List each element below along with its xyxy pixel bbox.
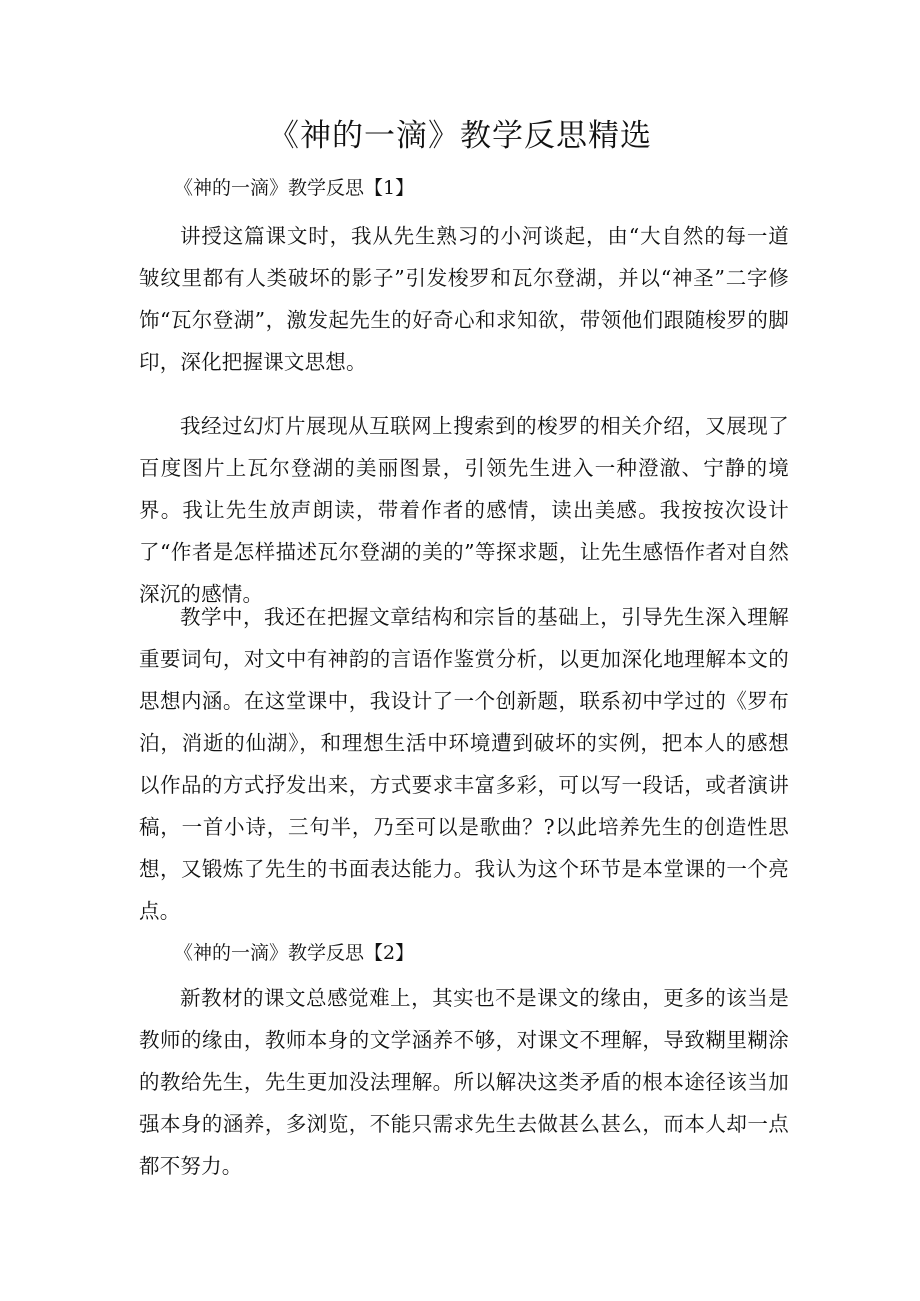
section-1-paragraph-1: 讲授这篇课文时，我从先生熟习的小河谈起，由“大自然的每一道皱纹里都有人类破坏的影子”引发梭罗和瓦尔登湖，并以“神圣”二字修饰“瓦尔登湖”，激发起先生的好奇心和求知欲，带领他们跟随梭罗的脚印，深化把握课文思想。 — [139, 224, 789, 374]
section-1-paragraph-3: 教学中，我还在把握文章结构和宗旨的基础上，引导先生深入理解重要词句，对文中有神韵的言语作鉴赏分析，以更加深化地理解本文的思想内涵。在这堂课中，我设计了一个创新题，联系初中学过的《罗布泊，消逝的仙湖》，和理想生活中环境遭到破坏的实例，把本人的感想以作品的方式抒发出来，方式要求丰富多彩，可以写一段话，或者演讲稿，一首小诗，三句半，乃至可以是歌曲？?以此培养先生的创造性思想，又锻炼了先生的书面表达能力。我认为这个环节是本堂课的一个亮点。 — [139, 605, 789, 923]
section-1-paragraph-2: 我经过幻灯片展现从互联网上搜索到的梭罗的相关介绍，又展现了百度图片上瓦尔登湖的美丽图景，引领先生进入一种澄澈、宁静的境界。我让先生放声朗读，带着作者的感情，读出美感。我按按次设计了“作者是怎样描述瓦尔登湖的美的”等探求题，让先生感悟作者对自然深沉的感情。 — [139, 414, 789, 606]
section-heading-2: 《神的一滴》教学反思【2】 — [174, 942, 415, 964]
section-heading-1: 《神的一滴》教学反思【1】 — [174, 177, 415, 199]
section-2-paragraph-1: 新教材的课文总感觉难上，其实也不是课文的缘由，更多的该当是教师的缘由，教师本身的文学涵养不够，对课文不理解，导致糊里糊涂的教给先生，先生更加没法理解。所以解决这类矛盾的根本途径该当加强本身的涵养，多浏览，不能只需求先生去做甚么甚么，而本人却一点都不努力。 — [139, 986, 789, 1178]
document-title: 《神的一滴》教学反思精选 — [268, 118, 652, 154]
